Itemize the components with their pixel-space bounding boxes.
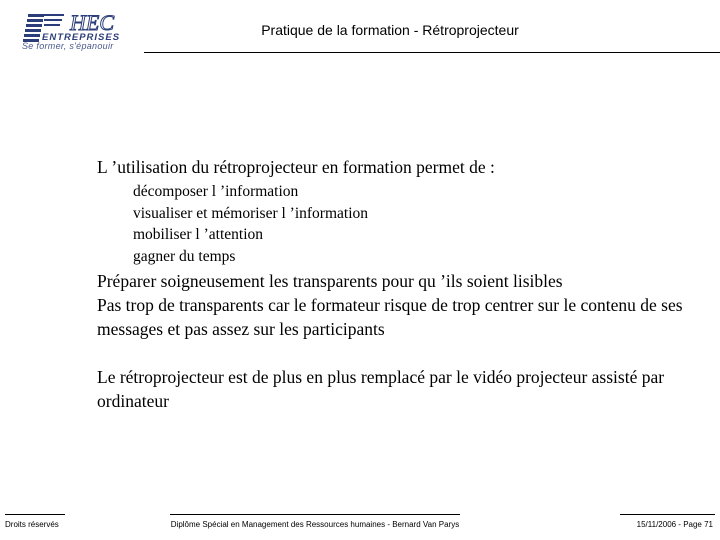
list-item: visualiser et mémoriser l ’information [133,204,369,222]
spacer [97,341,697,365]
footer-program: Diplôme Spécial en Management des Ressources humaines - Bernard Van Parys [170,520,460,529]
paragraph-not-too-many: Pas trop de transparents car le formateur risque de trop centrer sur le contenu de ses messages et pas assez sur les participants [97,295,683,339]
page-title: Pratique de la formation - Rétroprojecteur [261,22,519,38]
intro-text: L ’utilisation du rétroprojecteur en formation permet de : [97,157,495,177]
slide-content [97,155,697,413]
footer-divider-center [170,514,460,515]
logo-sub-brand-text: ENTREPRISES [42,32,121,43]
list-item: décomposer l ’information [133,183,299,200]
list-item: mobiliser l ’attention [133,226,264,243]
footer-rights: Droits réservés [5,520,59,529]
logo-tagline: Se former, s'épanouir [22,41,114,51]
list-item: gagner du temps [133,247,236,265]
footer-page-info: 15/11/2006 - Page 71 [636,520,713,529]
paragraph-replaced: Le rétroprojecteur est de plus en plus remplacé par le vidéo projecteur assisté par ordinateur [97,367,665,411]
benefits-list [133,181,697,267]
logo-brand-text: HEC [70,12,114,35]
footer-divider-left [5,514,65,515]
header-divider [144,52,720,53]
footer-divider-right [620,514,715,515]
paragraph-prepare: Préparer soigneusement les transparents pour qu ’ils soient lisibles [97,271,563,291]
